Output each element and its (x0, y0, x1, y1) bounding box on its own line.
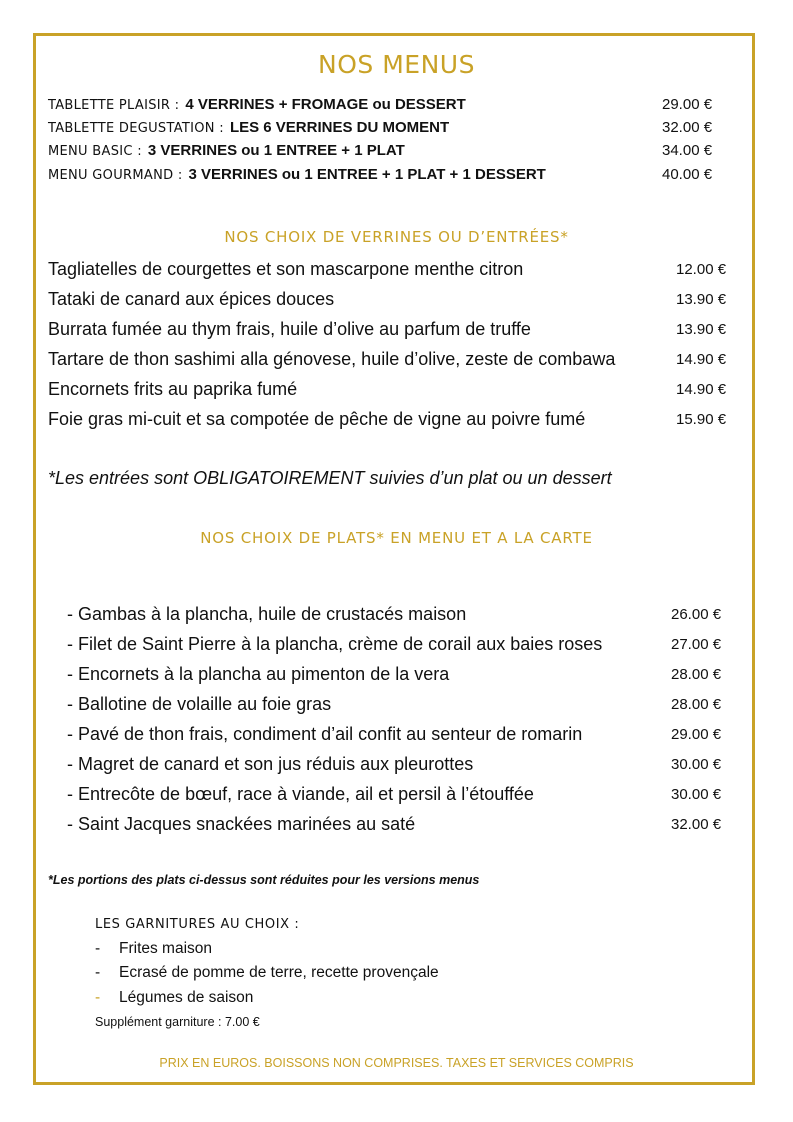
dish-price: 13.90 € (676, 321, 727, 338)
menu-price: 34.00 € (662, 142, 713, 159)
dish-price: 30.00 € (671, 786, 722, 803)
dish-price: 30.00 € (671, 756, 722, 773)
menu-description: 3 VERRINES ou 1 ENTREE + 1 PLAT + 1 DESSERT (188, 166, 546, 183)
menu-price: 32.00 € (662, 119, 713, 136)
menu-description: LES 6 VERRINES DU MOMENT (229, 119, 450, 136)
dish-price: 32.00 € (671, 816, 722, 833)
portions-note: *Les portions des plats ci-dessus sont réduites pour les versions menus (48, 873, 480, 887)
dish-price: 28.00 € (671, 666, 722, 683)
plat-item (67, 784, 747, 810)
verrine-item (48, 259, 748, 285)
entrees-note: *Les entrées sont OBLIGATOIREMENT suivies d’un plat ou un dessert (48, 468, 612, 488)
dish-name: - Encornets à la plancha au pimenton de la vera (67, 664, 450, 684)
supplement-note: Supplément garniture : 7.00 € (95, 1015, 260, 1029)
dish-name: Tartare de thon sashimi alla génovese, huile d’olive, zeste de combawa (48, 349, 616, 369)
plat-item (67, 664, 747, 690)
dish-name: - Gambas à la plancha, huile de crustacés maison (67, 604, 467, 624)
plat-item (67, 634, 747, 660)
dish-price: 29.00 € (671, 726, 722, 743)
menu-name: MENU BASIC : (48, 144, 142, 159)
dish-name: - Pavé de thon frais, condiment d’ail confit au senteur de romarin (67, 724, 583, 744)
verrine-item (48, 379, 748, 405)
garniture-label: Frites maison (119, 940, 213, 957)
verrine-item (48, 319, 748, 345)
menu-row-degustation (48, 119, 728, 141)
dish-name: - Magret de canard et son jus réduis aux pleurottes (67, 754, 474, 774)
menu-price: 29.00 € (662, 96, 713, 113)
dish-name: Tataki de canard aux épices douces (48, 289, 335, 309)
verrine-item (48, 289, 748, 315)
menu-row-gourmand (48, 166, 728, 188)
menu-name: MENU GOURMAND : (48, 168, 183, 183)
garniture-label: Légumes de saison (119, 989, 254, 1006)
dish-price: 13.90 € (676, 291, 727, 308)
plat-item (67, 814, 747, 840)
menu-row-plaisir (48, 96, 728, 118)
footer-note: PRIX EN EUROS. BOISSONS NON COMPRISES. TAXES ET SERVICES COMPRIS (159, 1056, 634, 1070)
verrine-item (48, 349, 748, 375)
bullet-dash: - (95, 964, 101, 981)
dish-price: 27.00 € (671, 636, 722, 653)
garnitures-title: LES GARNITURES AU CHOIX : (95, 917, 300, 932)
dish-name: Encornets frits au paprika fumé (48, 379, 298, 399)
dish-price: 12.00 € (676, 261, 727, 278)
menu-name: TABLETTE DEGUSTATION : (48, 121, 224, 136)
garniture-item (95, 964, 439, 982)
dish-price: 26.00 € (671, 606, 722, 623)
dish-price: 28.00 € (671, 696, 722, 713)
verrines-section-title: NOS CHOIX DE VERRINES OU D’ENTRÉES* (224, 228, 569, 246)
plat-item (67, 724, 747, 750)
bullet-dash: - (95, 940, 101, 957)
garniture-item (95, 940, 212, 958)
menu-price: 40.00 € (662, 166, 713, 183)
dish-name: Tagliatelles de courgettes et son mascarpone menthe citron (48, 259, 524, 279)
dish-price: 14.90 € (676, 351, 727, 368)
menu-row-basic (48, 142, 728, 164)
menu-description: 3 VERRINES ou 1 ENTREE + 1 PLAT (147, 142, 405, 159)
bullet-dash: - (95, 989, 101, 1006)
menu-name: TABLETTE PLAISIR : (48, 98, 180, 113)
garniture-item (95, 989, 253, 1007)
dish-name: - Saint Jacques snackées marinées au saté (67, 814, 416, 834)
dish-price: 14.90 € (676, 381, 727, 398)
dish-name: Burrata fumée au thym frais, huile d’olive au parfum de truffe (48, 319, 531, 339)
plat-item (67, 754, 747, 780)
dish-name: - Entrecôte de bœuf, race à viande, ail et persil à l’étouffée (67, 784, 534, 804)
garniture-label: Ecrasé de pomme de terre, recette provençale (119, 964, 439, 981)
plats-section-title: NOS CHOIX DE PLATS* EN MENU ET A LA CARTE (200, 529, 593, 547)
plat-item (67, 694, 747, 720)
dish-name: Foie gras mi-cuit et sa compotée de pêche de vigne au poivre fumé (48, 409, 586, 429)
plat-item (67, 604, 747, 630)
page-title: NOS MENUS (318, 50, 475, 79)
dish-name: - Ballotine de volaille au foie gras (67, 694, 332, 714)
verrine-item (48, 409, 748, 435)
dish-name: - Filet de Saint Pierre à la plancha, crème de corail aux baies roses (67, 634, 603, 654)
menu-description: 4 VERRINES + FROMAGE ou DESSERT (185, 96, 466, 113)
dish-price: 15.90 € (676, 411, 727, 428)
